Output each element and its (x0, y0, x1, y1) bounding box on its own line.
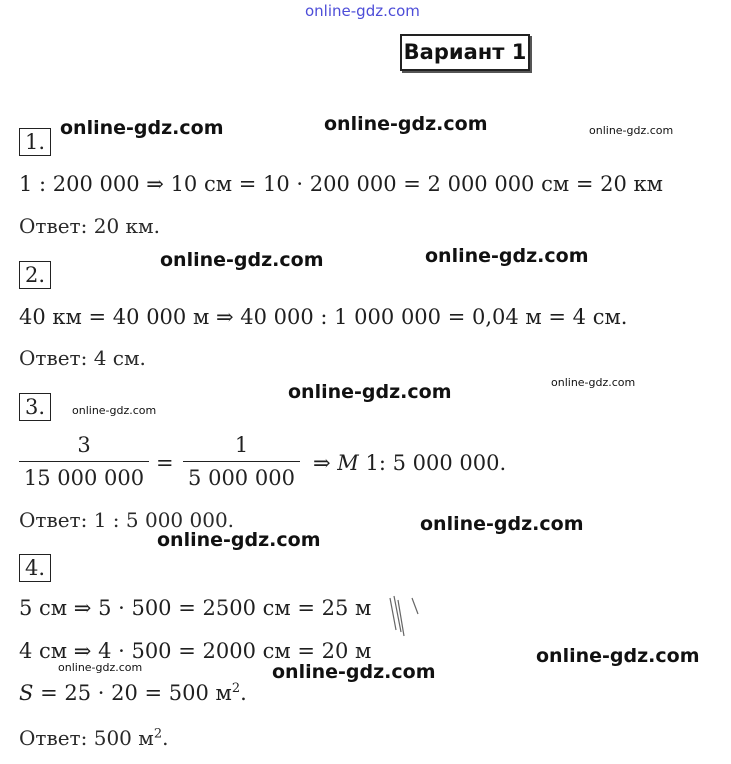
fraction-3-over-15000000 (19, 431, 149, 492)
problem-1-solution: 1 : 200 000 ⇒ 10 см = 10 · 200 000 = 2 000 000 см = 20 км (19, 172, 663, 196)
problem-2-answer: Ответ: 4 см. (19, 346, 146, 370)
area-expression: = 25 · 20 = 500 м (33, 681, 232, 705)
watermark: online-gdz.com (288, 381, 452, 403)
site-watermark-top: online-gdz.com (305, 2, 420, 20)
problem-4-line-2: 4 см ⇒ 4 · 500 = 2000 см = 20 м (19, 639, 372, 663)
problem-4-area (19, 681, 247, 705)
watermark: online-gdz.com (272, 661, 436, 683)
fraction-equals: = (156, 451, 174, 475)
fraction1-denominator: 15 000 000 (23, 466, 145, 490)
problem-2-solution: 40 км = 40 000 м ⇒ 40 000 : 1 000 000 = 0,04 м = 4 см. (19, 305, 628, 329)
variant-title: Вариант 1 (400, 34, 530, 71)
watermark: online-gdz.com (425, 245, 589, 267)
watermark: online-gdz.com (58, 661, 143, 674)
answer-exponent: 2 (153, 726, 163, 742)
fraction1-bar (19, 461, 149, 462)
answer-end: . (162, 726, 169, 750)
watermark: online-gdz.com (324, 113, 488, 135)
fraction2-bar (183, 461, 300, 462)
area-end: . (240, 681, 247, 705)
watermark: online-gdz.com (72, 404, 157, 417)
area-variable: S (19, 681, 34, 705)
watermark: online-gdz.com (551, 376, 636, 389)
fraction2-numerator: 1 (234, 433, 249, 457)
pencil-scribble-mark (384, 592, 424, 640)
fraction2-denominator: 5 000 000 (188, 466, 295, 490)
problem-1-answer: Ответ: 20 км. (19, 214, 160, 238)
problem-2-number: 2. (19, 261, 51, 289)
scale-variable: M (337, 451, 359, 475)
watermark: online-gdz.com (589, 124, 674, 137)
problem-3-scale-result (313, 451, 506, 475)
problem-4-number: 4. (19, 554, 51, 582)
problem-1-number: 1. (19, 128, 51, 156)
area-exponent: 2 (231, 681, 241, 696)
answer-text: Ответ: 500 м (19, 726, 154, 750)
problem-3-answer: Ответ: 1 : 5 000 000. (19, 508, 235, 532)
watermark: online-gdz.com (160, 249, 324, 271)
watermark: online-gdz.com (420, 513, 584, 535)
watermark: online-gdz.com (157, 529, 321, 551)
problem-4-line-1: 5 см ⇒ 5 · 500 = 2500 см = 25 м (19, 596, 372, 620)
fraction1-numerator: 3 (77, 433, 91, 457)
watermark: online-gdz.com (536, 645, 700, 667)
scale-value: 1: 5 000 000. (365, 451, 507, 475)
watermark: online-gdz.com (60, 117, 224, 139)
problem-3-number: 3. (19, 393, 51, 421)
fraction-1-over-5000000 (183, 431, 300, 492)
implies-arrow: ⇒ (313, 451, 331, 475)
problem-4-answer (19, 726, 168, 750)
